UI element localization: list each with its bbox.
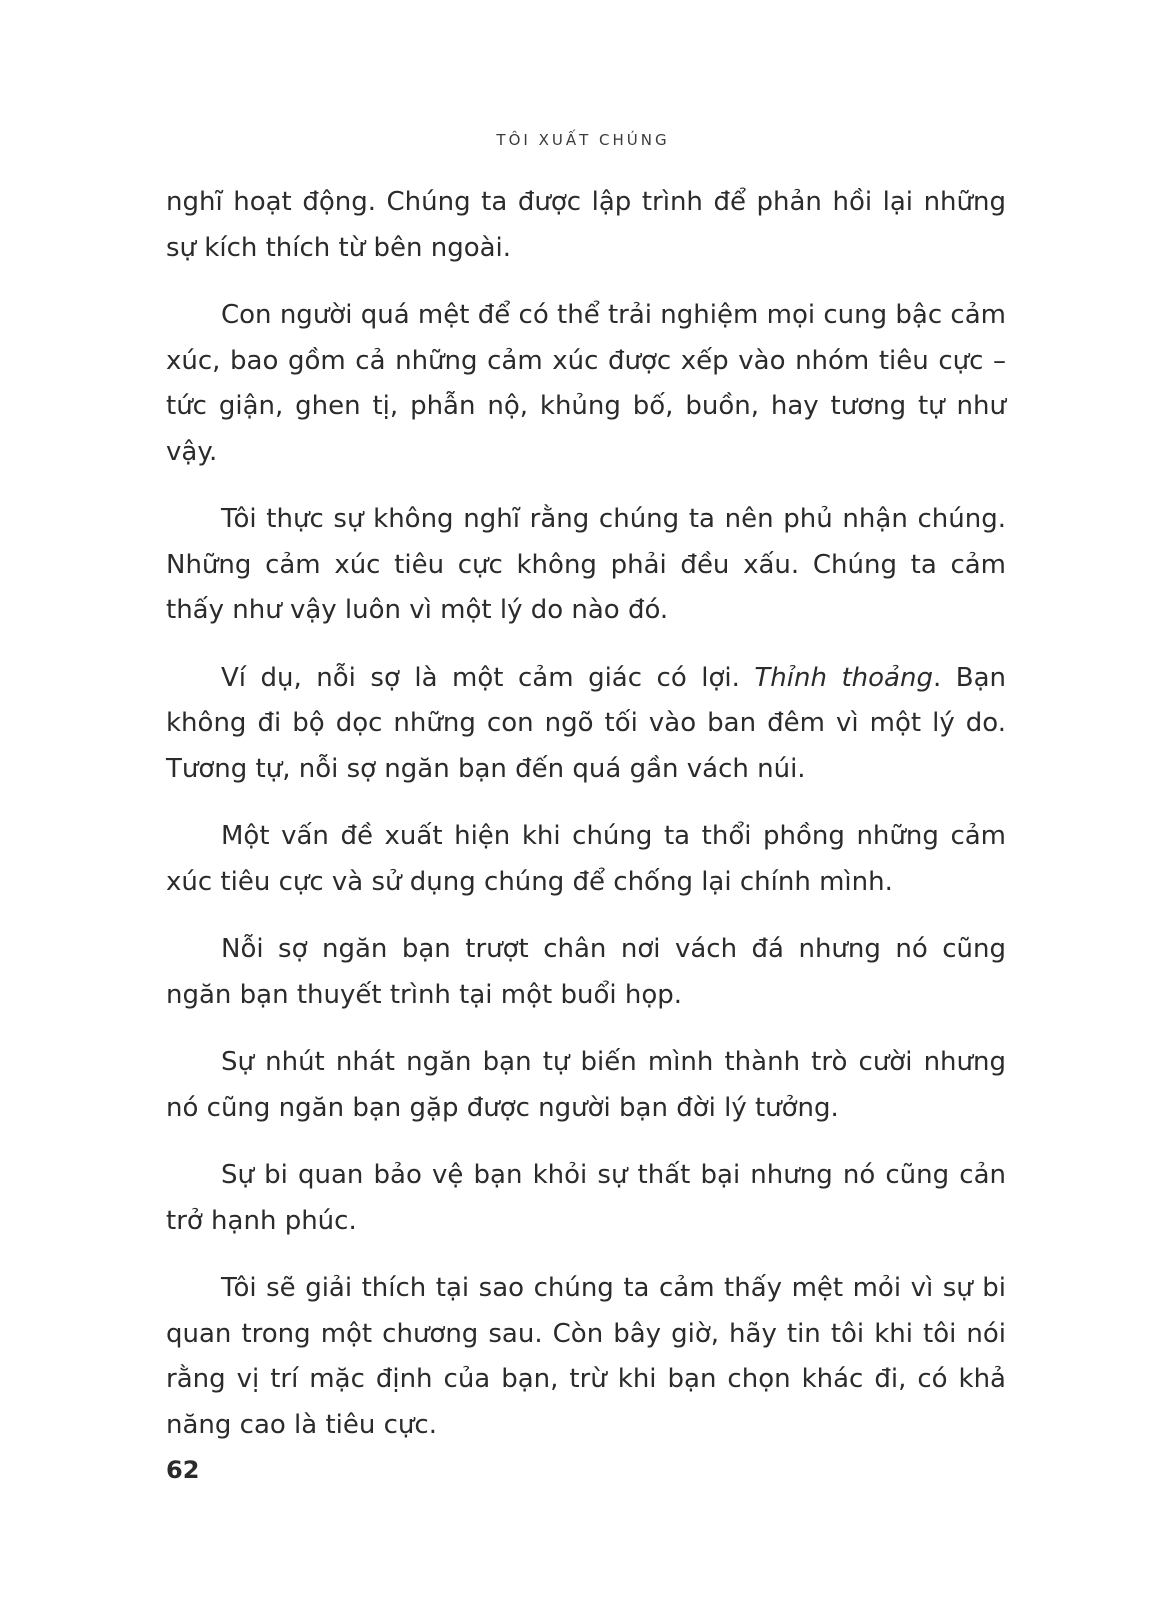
emphasis-text: Thỉnh thoảng [754, 662, 933, 693]
paragraph: Tôi sẽ giải thích tại sao chúng ta cảm thấy mệt mỏi vì sự bi quan trong một chương sau. Còn bây giờ, hãy tin tôi khi tôi nói rằng vị trí mặc định của bạn, trừ khi bạn chọn khác đi, có khả năng cao là tiêu cực. [166, 1273, 1006, 1440]
page-number: 62 [166, 1456, 200, 1484]
running-header: TÔI XUẤT CHÚNG [496, 131, 670, 149]
paragraph: Nỗi sợ ngăn bạn trượt chân nơi vách đá nhưng nó cũng ngăn bạn thuyết trình tại một buổi họp. [166, 934, 1006, 1010]
body-text [166, 180, 1006, 1470]
paragraph-text: . Bạn không đi bộ dọc những con ngõ tối vào ban đêm vì một lý do. Tương tự, nỗi sợ ngăn bạn đến quá gần vách núi. [166, 662, 1006, 784]
paragraph: Tôi thực sự không nghĩ rằng chúng ta nên phủ nhận chúng. Những cảm xúc tiêu cực không phải đều xấu. Chúng ta cảm thấy như vậy luôn vì một lý do nào đó. [166, 504, 1006, 625]
paragraph: Con người quá mệt để có thể trải nghiệm mọi cung bậc cảm xúc, bao gồm cả những cảm xúc được xếp vào nhóm tiêu cực – tức giận, ghen tị, phẫn nộ, khủng bố, buồn, hay tương tự như vậy. [166, 300, 1006, 467]
paragraph: Sự nhút nhát ngăn bạn tự biến mình thành trò cười nhưng nó cũng ngăn bạn gặp được người bạn đời lý tưởng. [166, 1047, 1006, 1123]
paragraph: Một vấn đề xuất hiện khi chúng ta thổi phồng những cảm xúc tiêu cực và sử dụng chúng để chống lại chính mình. [166, 821, 1006, 897]
paragraph-text: Ví dụ, nỗi sợ là một cảm giác có lợi. [221, 662, 755, 693]
paragraph: nghĩ hoạt động. Chúng ta được lập trình để phản hồi lại những sự kích thích từ bên ngoài. [166, 187, 1006, 263]
paragraph [166, 656, 1006, 793]
paragraph: Sự bi quan bảo vệ bạn khỏi sự thất bại nhưng nó cũng cản trở hạnh phúc. [166, 1160, 1006, 1236]
